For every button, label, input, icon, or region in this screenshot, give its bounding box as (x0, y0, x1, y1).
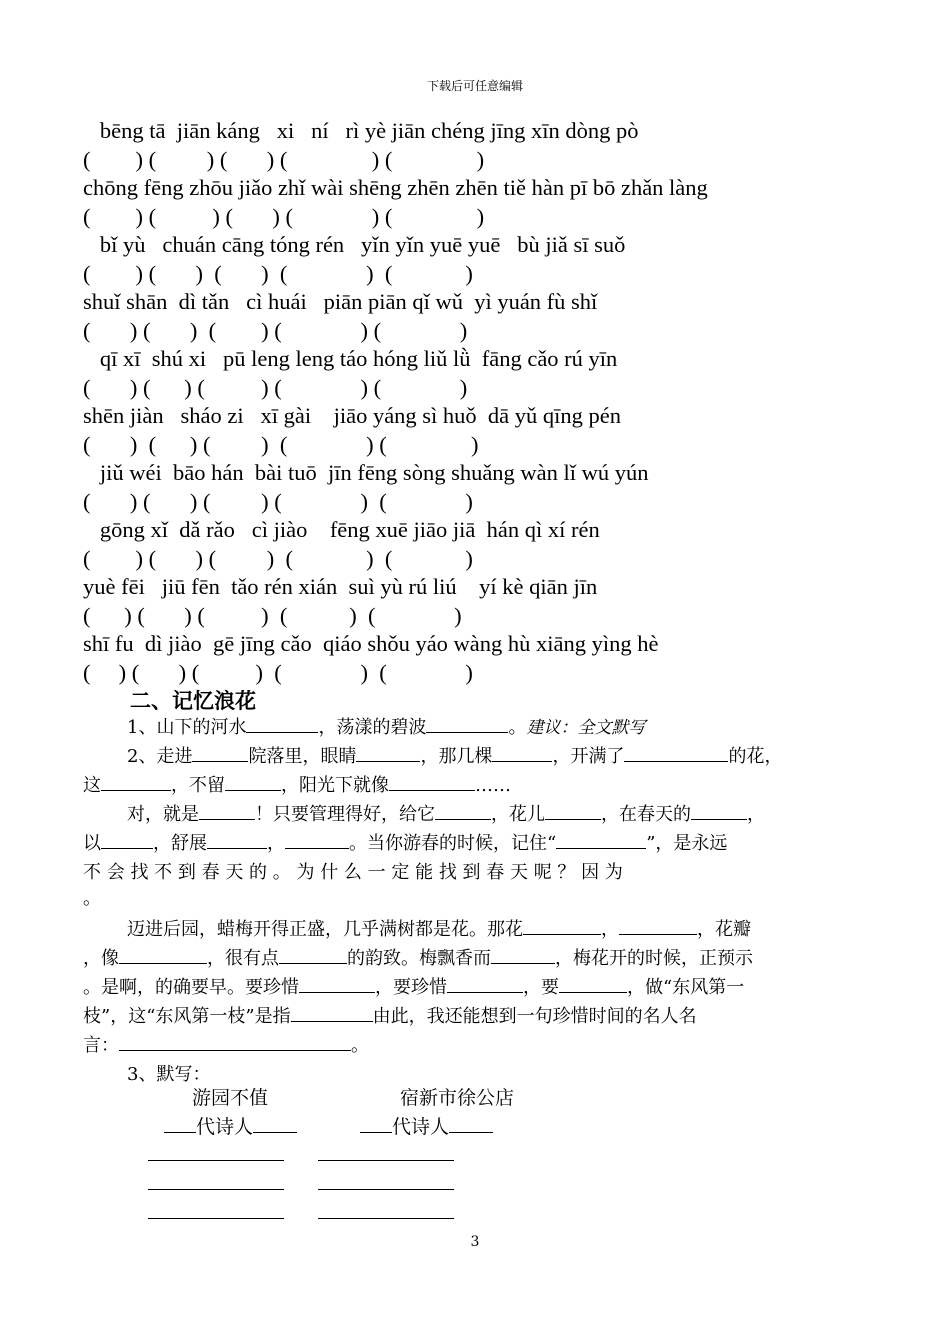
poem-1-blank-2 (148, 1189, 284, 1190)
poem-2-blank-2 (318, 1189, 454, 1190)
poem-2-blank-1 (318, 1160, 454, 1161)
section-title: 二、记忆浪花 (130, 689, 256, 713)
fill-blank (556, 832, 646, 849)
poem-1-blank-1 (148, 1160, 284, 1161)
fill-blank (447, 976, 523, 993)
answer-brackets: ( ) ( ) ( ) ( ) ( ) (83, 432, 479, 457)
answer-brackets: ( ) ( ) ( ) ( ) ( ) (83, 147, 485, 172)
fill-blank (225, 774, 281, 791)
fill-blank (559, 976, 627, 993)
question-2-line-6: 。 (83, 888, 101, 909)
poem-1-title: 游园不值 (192, 1087, 269, 1109)
pinyin-row: bǐ yù chuán cāng tóng rén yǐn yǐn yuē yuē bù jiǎ sī suǒ (83, 232, 626, 257)
fill-blank (389, 774, 475, 791)
fill-blank (192, 745, 248, 762)
plum-line-3: 。是啊，的确要早。要珍惜 ，要珍惜 ，要 ，做“东风第一 (83, 977, 745, 998)
fill-blank (119, 1034, 351, 1051)
fill-blank (523, 918, 601, 935)
fill-blank (449, 1116, 493, 1133)
poem-2-author-line: 代诗人 (360, 1112, 493, 1139)
answer-brackets: ( ) ( ) ( ) ( ) ( ) (83, 603, 462, 628)
pinyin-row: shī fu dì jiào gē jīng cǎo qiáo shǒu yáo wàng hù xiāng yìng hè (83, 631, 659, 656)
fill-blank (101, 832, 153, 849)
question-2-line-3: 对，就是 ！只要管理得好，给它 ，花儿 ，在春天的 ， (127, 804, 765, 825)
question-2-line-1: 2、走进 院落里，眼睛 ，那几棵 ，开满了 的花， (127, 746, 783, 767)
pinyin-row: chōng fēng zhōu jiǎo zhǐ wài shēng zhēn zhēn tiě hàn pī bō zhǎn làng (83, 175, 708, 200)
fill-blank (164, 1116, 196, 1133)
answer-brackets: ( ) ( ) ( ) ( ) ( ) (83, 489, 473, 514)
fill-blank (360, 1116, 392, 1133)
fill-blank (299, 976, 375, 993)
fill-blank (435, 803, 491, 820)
plum-line-1: 迈进后园，蜡梅开得正盛，几乎满树都是花。那花 ， ，花瓣 (127, 919, 751, 940)
hint-note: 建议：全文默写 (526, 718, 646, 738)
pinyin-row: jiǔ wéi bāo hán bài tuō jīn fēng sòng shuǎng wàn lǐ wú yún (83, 460, 649, 485)
answer-brackets: ( ) ( ) ( ) ( ) ( ) (83, 261, 473, 286)
plum-line-5: 言： 。 (83, 1035, 369, 1056)
fill-blank (624, 745, 728, 762)
fill-blank (545, 803, 601, 820)
fill-blank (619, 918, 697, 935)
pinyin-row: yuè fēi jiū fēn tǎo rén xián suì yù rú liú yí kè qiān jīn (83, 574, 598, 599)
page-header: 下载后可任意编辑 (426, 79, 523, 93)
poem-2-title: 宿新市徐公店 (400, 1087, 515, 1109)
question-2-line-5: 不 会 找 不 到 春 天 的 。 为 什 么 一 定 能 找 到 春 天 呢 ？ 因 为 (83, 862, 623, 883)
question-2-line-2: 这 ，不留 ，阳光下就像 …… (83, 775, 511, 796)
question-1: 1、山下的河水 ，荡漾的碧波 。建议：全文默写 (127, 717, 646, 738)
answer-brackets: ( ) ( ) ( ) ( ) ( ) (83, 546, 473, 571)
fill-blank (291, 1005, 373, 1022)
pinyin-row: shēn jiàn sháo zi xī gài jiāo yáng sì huǒ dā yǔ qīng pén (83, 403, 622, 428)
fill-blank (356, 745, 420, 762)
pinyin-row: qī xī shú xi pū leng leng táo hóng liǔ lǜ fāng cǎo rú yīn (83, 346, 618, 371)
fill-blank (426, 716, 508, 733)
fill-blank (691, 803, 747, 820)
fill-blank (279, 947, 347, 964)
answer-brackets: ( ) ( ) ( ) ( ) ( ) (83, 204, 485, 229)
fill-blank (285, 832, 349, 849)
fill-blank (101, 774, 171, 791)
answer-brackets: ( ) ( ) ( ) ( ) ( ) (83, 375, 468, 400)
poem-2-blank-3 (318, 1218, 454, 1219)
poem-1-author-line: 代诗人 (164, 1112, 297, 1139)
plum-line-2: ，像 ，很有点 的韵致。梅飘香而 ，梅花开的时候，正预示 (83, 948, 753, 969)
question-2-line-4: 以 ，舒展 ， 。当你游春的时候，记住“ ”，是永远 (83, 833, 728, 854)
pinyin-row: gōng xǐ dǎ rǎo cì jiào fēng xuē jiāo jiā hán qì xí rén (83, 517, 600, 542)
fill-blank (246, 716, 318, 733)
question-3-label: 3、默写： (127, 1064, 211, 1085)
page-number: 3 (470, 1234, 480, 1250)
answer-brackets: ( ) ( ) ( ) ( ) ( ) (83, 660, 473, 685)
poem-1-blank-3 (148, 1218, 284, 1219)
fill-blank (253, 1116, 297, 1133)
plum-line-4: 枝”，这“东风第一枝”是指 由此，我还能想到一句珍惜时间的名人名 (83, 1006, 697, 1027)
fill-blank (207, 832, 267, 849)
fill-blank (119, 947, 207, 964)
answer-brackets: ( ) ( ) ( ) ( ) ( ) (83, 318, 468, 343)
fill-blank (492, 745, 552, 762)
pinyin-row: shuǐ shān dì tǎn cì huái piān piān qǐ wǔ yì yuán fù shǐ (83, 289, 598, 314)
pinyin-row: bēng tā jiān káng xi ní rì yè jiān chéng jīng xīn dòng pò (83, 118, 639, 143)
fill-blank (199, 803, 255, 820)
fill-blank (491, 947, 555, 964)
